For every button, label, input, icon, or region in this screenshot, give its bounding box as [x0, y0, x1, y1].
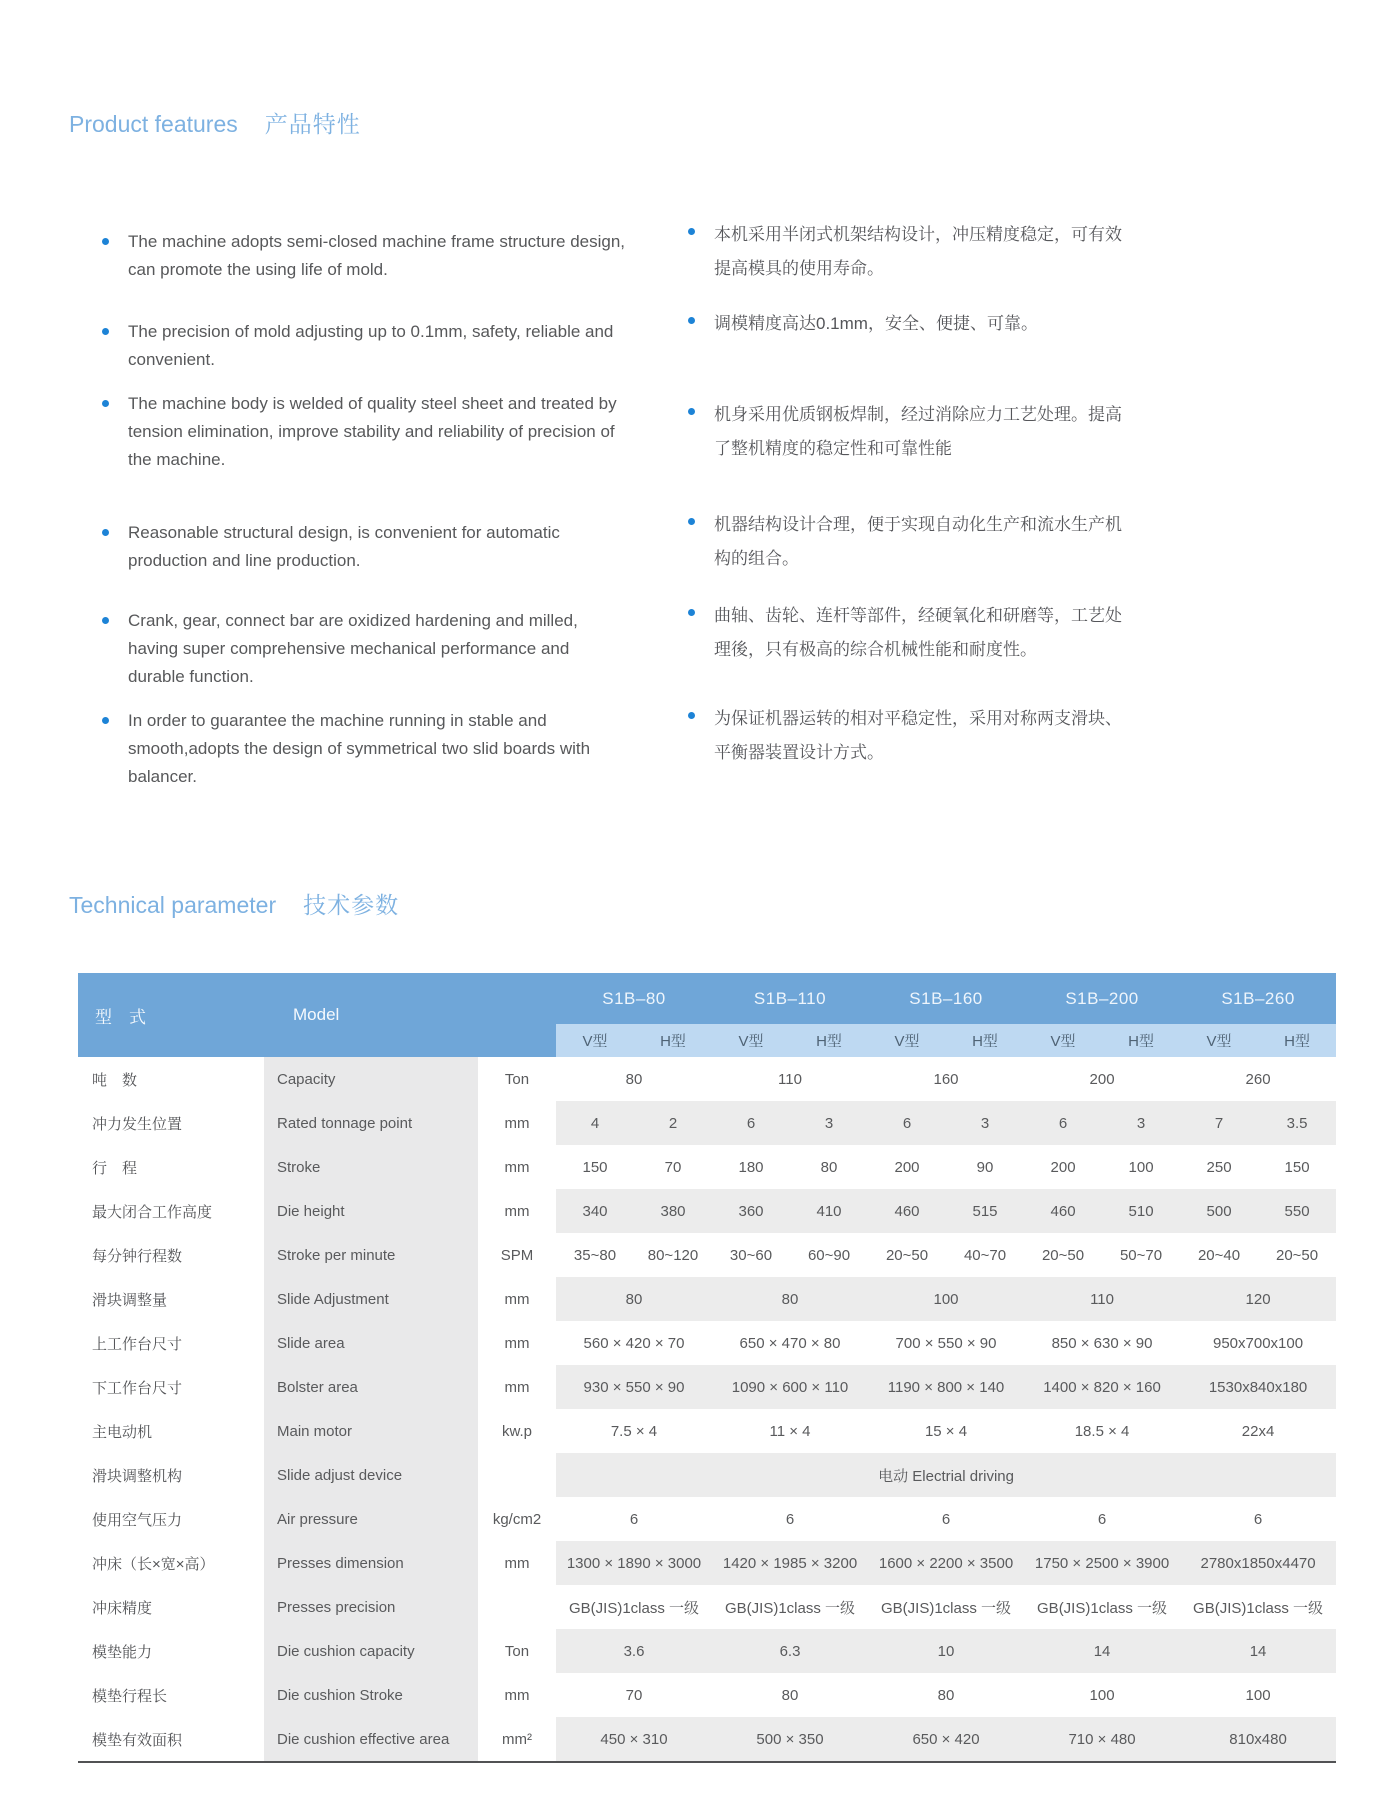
feature-item-en-1	[100, 228, 628, 284]
model-label-zh: 型 式	[95, 1007, 146, 1027]
value-cell: 500 × 350	[712, 1717, 868, 1762]
param-unit: mm	[478, 1189, 556, 1233]
value-cell: 200	[1024, 1145, 1102, 1189]
param-name-en: Die cushion capacity	[264, 1629, 478, 1673]
value-cell: GB(JIS)1class 一级	[1024, 1585, 1180, 1629]
param-name-zh: 冲床（长×宽×高）	[78, 1541, 264, 1585]
model-label-en: Model	[293, 1005, 340, 1024]
param-name-zh: 使用空气压力	[78, 1497, 264, 1541]
param-name-en: Slide Adjustment	[264, 1277, 478, 1321]
feature-item-zh-6	[686, 702, 1126, 770]
value-cell: 850 × 630 × 90	[1024, 1321, 1180, 1365]
tech-table	[78, 973, 1336, 1763]
param-name-zh: 行 程	[78, 1145, 264, 1189]
value-cell: 1420 × 1985 × 3200	[712, 1541, 868, 1585]
param-unit: mm²	[478, 1717, 556, 1762]
subcol-header-4-v: V型	[1024, 1024, 1102, 1057]
value-cell: 510	[1102, 1189, 1180, 1233]
param-unit: mm	[478, 1277, 556, 1321]
feature-item-zh-4	[686, 508, 1126, 576]
subcol-header-3-h: H型	[946, 1024, 1024, 1057]
param-name-en: Die cushion effective area	[264, 1717, 478, 1762]
value-cell: 35~80	[556, 1233, 634, 1277]
param-name-zh: 每分钟行程数	[78, 1233, 264, 1277]
value-cell: 180	[712, 1145, 790, 1189]
value-cell: 6	[868, 1101, 946, 1145]
model-axis-header	[78, 973, 556, 1057]
value-cell: 360	[712, 1189, 790, 1233]
bullet-icon	[688, 712, 695, 719]
value-cell: 1190 × 800 × 140	[868, 1365, 1024, 1409]
tech-title-zh: 技术参数	[303, 892, 400, 918]
feature-item-zh-1	[686, 218, 1126, 286]
table-row-stroke	[78, 1145, 1336, 1189]
value-cell: 50~70	[1102, 1233, 1180, 1277]
feature-text: The precision of mold adjusting up to 0.1mm, safety, reliable and convenient.	[128, 322, 614, 369]
value-cell: 650 × 470 × 80	[712, 1321, 868, 1365]
table-header-row	[78, 973, 1336, 1024]
feature-text: 为保证机器运转的相对平稳定性，采用对称两支滑块、平衡器装置设计方式。	[714, 709, 1122, 762]
param-unit: mm	[478, 1673, 556, 1717]
value-cell: 460	[1024, 1189, 1102, 1233]
param-name-zh: 吨 数	[78, 1057, 264, 1101]
param-name-zh: 下工作台尺寸	[78, 1365, 264, 1409]
features-section	[100, 218, 1126, 791]
value-cell: 90	[946, 1145, 1024, 1189]
value-cell: 110	[712, 1057, 868, 1101]
param-unit: Ton	[478, 1629, 556, 1673]
value-cell: GB(JIS)1class 一级	[556, 1585, 712, 1629]
value-cell: 100	[1024, 1673, 1180, 1717]
param-name-zh: 上工作台尺寸	[78, 1321, 264, 1365]
param-unit: mm	[478, 1365, 556, 1409]
value-cell: 120	[1180, 1277, 1336, 1321]
table-row-die-height	[78, 1189, 1336, 1233]
bullet-icon	[688, 518, 695, 525]
feature-text: The machine body is welded of quality steel sheet and treated by tension elimination, improve stability and reliability of precision of the machine.	[128, 394, 617, 469]
value-cell: 40~70	[946, 1233, 1024, 1277]
table-row-die-cushion-effective-area	[78, 1717, 1336, 1762]
value-cell: 2780x1850x4470	[1180, 1541, 1336, 1585]
param-name-zh: 冲床精度	[78, 1585, 264, 1629]
value-cell: 80	[556, 1277, 712, 1321]
param-name-en: Stroke	[264, 1145, 478, 1189]
value-cell: 2	[634, 1101, 712, 1145]
bullet-icon	[102, 328, 109, 335]
value-cell: 650 × 420	[868, 1717, 1024, 1762]
param-name-zh: 最大闭合工作高度	[78, 1189, 264, 1233]
value-cell: 6	[868, 1497, 1024, 1541]
subcol-header-1-v: V型	[556, 1024, 634, 1057]
param-name-en: Main motor	[264, 1409, 478, 1453]
value-cell: 70	[556, 1673, 712, 1717]
value-cell: GB(JIS)1class 一级	[712, 1585, 868, 1629]
model-header-4: S1B–200	[1024, 973, 1180, 1024]
param-unit	[478, 1453, 556, 1497]
value-cell: 515	[946, 1189, 1024, 1233]
features-section-title	[69, 106, 361, 139]
table-row-rated-tonnage-point	[78, 1101, 1336, 1145]
value-cell: 930 × 550 × 90	[556, 1365, 712, 1409]
param-unit	[478, 1585, 556, 1629]
value-cell: 410	[790, 1189, 868, 1233]
bullet-icon	[688, 228, 695, 235]
table-row-air-pressure	[78, 1497, 1336, 1541]
feature-text: Crank, gear, connect bar are oxidized hardening and milled, having super comprehensive mechanical performance and durable function.	[128, 611, 578, 686]
feature-text: 曲轴、齿轮、连杆等部件，经硬氧化和研磨等，工艺处理後，只有极高的综合机械性能和耐度性。	[714, 606, 1122, 659]
param-name-zh: 模垫能力	[78, 1629, 264, 1673]
value-cell: 700 × 550 × 90	[868, 1321, 1024, 1365]
value-cell: 1530x840x180	[1180, 1365, 1336, 1409]
value-cell: GB(JIS)1class 一级	[1180, 1585, 1336, 1629]
param-unit: SPM	[478, 1233, 556, 1277]
value-cell: 80	[712, 1277, 868, 1321]
bullet-icon	[688, 609, 695, 616]
table-row-slide-adjust-device	[78, 1453, 1336, 1497]
param-name-en: Rated tonnage point	[264, 1101, 478, 1145]
feature-item-en-4	[100, 519, 628, 575]
model-header-1: S1B–80	[556, 973, 712, 1024]
value-cell: 7	[1180, 1101, 1258, 1145]
value-cell: 电动 Electrial driving	[556, 1453, 1336, 1497]
param-name-en: Capacity	[264, 1057, 478, 1101]
table-row-die-cushion-stroke	[78, 1673, 1336, 1717]
feature-item-en-3	[100, 390, 628, 474]
feature-text: 机身采用优质钢板焊制，经过消除应力工艺处理。提高了整机精度的稳定性和可靠性能	[714, 405, 1122, 458]
value-cell: 200	[1024, 1057, 1180, 1101]
value-cell: 500	[1180, 1189, 1258, 1233]
value-cell: 260	[1180, 1057, 1336, 1101]
table-row-presses-dimension	[78, 1541, 1336, 1585]
param-name-en: Bolster area	[264, 1365, 478, 1409]
value-cell: 6	[712, 1497, 868, 1541]
features-list-chinese	[686, 218, 1126, 791]
features-title-zh: 产品特性	[264, 111, 361, 137]
table-row-presses-precision	[78, 1585, 1336, 1629]
value-cell: 100	[868, 1277, 1024, 1321]
value-cell: 340	[556, 1189, 634, 1233]
tech-title-en: Technical parameter	[69, 892, 277, 918]
value-cell: 110	[1024, 1277, 1180, 1321]
value-cell: 20~50	[1024, 1233, 1102, 1277]
value-cell: 14	[1180, 1629, 1336, 1673]
value-cell: 6	[712, 1101, 790, 1145]
feature-item-zh-2	[686, 307, 1126, 341]
value-cell: 380	[634, 1189, 712, 1233]
value-cell: 200	[868, 1145, 946, 1189]
table-row-bolster-area	[78, 1365, 1336, 1409]
value-cell: 14	[1024, 1629, 1180, 1673]
value-cell: 1600 × 2200 × 3500	[868, 1541, 1024, 1585]
param-unit: kg/cm2	[478, 1497, 556, 1541]
value-cell: 1750 × 2500 × 3900	[1024, 1541, 1180, 1585]
subcol-header-2-v: V型	[712, 1024, 790, 1057]
param-name-en: Presses dimension	[264, 1541, 478, 1585]
subcol-header-3-v: V型	[868, 1024, 946, 1057]
feature-item-zh-3	[686, 398, 1126, 466]
value-cell: 6	[1024, 1101, 1102, 1145]
value-cell: 18.5 × 4	[1024, 1409, 1180, 1453]
value-cell: 1400 × 820 × 160	[1024, 1365, 1180, 1409]
features-list-english	[100, 218, 628, 791]
param-name-zh: 主电动机	[78, 1409, 264, 1453]
param-unit: Ton	[478, 1057, 556, 1101]
param-name-zh: 模垫行程长	[78, 1673, 264, 1717]
bullet-icon	[102, 529, 109, 536]
value-cell: 80~120	[634, 1233, 712, 1277]
value-cell: 1300 × 1890 × 3000	[556, 1541, 712, 1585]
value-cell: 150	[556, 1145, 634, 1189]
value-cell: 60~90	[790, 1233, 868, 1277]
value-cell: 550	[1258, 1189, 1336, 1233]
model-header-2: S1B–110	[712, 973, 868, 1024]
tech-table-body	[78, 1057, 1336, 1762]
value-cell: 6	[556, 1497, 712, 1541]
table-row-stroke-per-minute	[78, 1233, 1336, 1277]
value-cell: 250	[1180, 1145, 1258, 1189]
subcol-header-5-h: H型	[1258, 1024, 1336, 1057]
param-unit: mm	[478, 1145, 556, 1189]
value-cell: 22x4	[1180, 1409, 1336, 1453]
param-name-en: Air pressure	[264, 1497, 478, 1541]
features-title-en: Product features	[69, 111, 238, 137]
value-cell: 15 × 4	[868, 1409, 1024, 1453]
bullet-icon	[102, 238, 109, 245]
param-name-zh: 模垫有效面积	[78, 1717, 264, 1762]
param-name-zh: 滑块调整量	[78, 1277, 264, 1321]
feature-item-en-2	[100, 318, 628, 374]
value-cell: 1090 × 600 × 110	[712, 1365, 868, 1409]
feature-text: 本机采用半闭式机架结构设计，冲压精度稳定，可有效提高模具的使用寿命。	[714, 225, 1122, 278]
feature-text: Reasonable structural design, is convenient for automatic production and line production.	[128, 523, 560, 570]
bullet-icon	[688, 317, 695, 324]
value-cell: 70	[634, 1145, 712, 1189]
value-cell: 10	[868, 1629, 1024, 1673]
value-cell: 20~40	[1180, 1233, 1258, 1277]
feature-text: 机器结构设计合理，便于实现自动化生产和流水生产机构的组合。	[714, 515, 1122, 568]
value-cell: 100	[1102, 1145, 1180, 1189]
value-cell: 3	[790, 1101, 868, 1145]
subcol-header-4-h: H型	[1102, 1024, 1180, 1057]
table-row-slide-area	[78, 1321, 1336, 1365]
table-row-main-motor	[78, 1409, 1336, 1453]
model-header-5: S1B–260	[1180, 973, 1336, 1024]
feature-text: The machine adopts semi-closed machine frame structure design, can promote the using life of mold.	[128, 232, 626, 279]
value-cell: 810x480	[1180, 1717, 1336, 1762]
feature-item-en-5	[100, 607, 628, 691]
param-name-en: Die height	[264, 1189, 478, 1233]
value-cell: 80	[556, 1057, 712, 1101]
value-cell: 160	[868, 1057, 1024, 1101]
value-cell: 80	[790, 1145, 868, 1189]
param-name-en: Stroke per minute	[264, 1233, 478, 1277]
bullet-icon	[102, 717, 109, 724]
param-name-en: Slide area	[264, 1321, 478, 1365]
table-row-capacity	[78, 1057, 1336, 1101]
value-cell: 11 × 4	[712, 1409, 868, 1453]
table-row-slide-adjustment	[78, 1277, 1336, 1321]
param-unit: mm	[478, 1541, 556, 1585]
value-cell: 7.5 × 4	[556, 1409, 712, 1453]
value-cell: 450 × 310	[556, 1717, 712, 1762]
model-header-3: S1B–160	[868, 973, 1024, 1024]
value-cell: 560 × 420 × 70	[556, 1321, 712, 1365]
subcol-header-1-h: H型	[634, 1024, 712, 1057]
value-cell: 3.6	[556, 1629, 712, 1673]
param-name-en: Presses precision	[264, 1585, 478, 1629]
value-cell: 3.5	[1258, 1101, 1336, 1145]
subcol-header-2-h: H型	[790, 1024, 868, 1057]
tech-section-title	[69, 887, 399, 920]
feature-text: 调模精度高达0.1mm，安全、便捷、可靠。	[714, 314, 1038, 333]
subcol-header-5-v: V型	[1180, 1024, 1258, 1057]
value-cell: 20~50	[1258, 1233, 1336, 1277]
value-cell: 6	[1180, 1497, 1336, 1541]
value-cell: 150	[1258, 1145, 1336, 1189]
bullet-icon	[688, 408, 695, 415]
param-name-zh: 滑块调整机构	[78, 1453, 264, 1497]
feature-item-en-6	[100, 707, 628, 791]
value-cell: 30~60	[712, 1233, 790, 1277]
value-cell: 20~50	[868, 1233, 946, 1277]
param-unit: mm	[478, 1321, 556, 1365]
value-cell: 100	[1180, 1673, 1336, 1717]
value-cell: 6.3	[712, 1629, 868, 1673]
bullet-icon	[102, 617, 109, 624]
param-unit: kw.p	[478, 1409, 556, 1453]
table-row-die-cushion-capacity	[78, 1629, 1336, 1673]
value-cell: 3	[946, 1101, 1024, 1145]
bullet-icon	[102, 400, 109, 407]
feature-item-zh-5	[686, 599, 1126, 667]
value-cell: 460	[868, 1189, 946, 1233]
value-cell: 6	[1024, 1497, 1180, 1541]
value-cell: 80	[712, 1673, 868, 1717]
param-unit: mm	[478, 1101, 556, 1145]
model-axis-labels	[79, 1003, 555, 1028]
value-cell: GB(JIS)1class 一级	[868, 1585, 1024, 1629]
value-cell: 950x700x100	[1180, 1321, 1336, 1365]
feature-text: In order to guarantee the machine running in stable and smooth,adopts the design of symmetrical two slid boards with balancer.	[128, 711, 591, 786]
value-cell: 710 × 480	[1024, 1717, 1180, 1762]
param-name-zh: 冲力发生位置	[78, 1101, 264, 1145]
value-cell: 4	[556, 1101, 634, 1145]
value-cell: 80	[868, 1673, 1024, 1717]
value-cell: 3	[1102, 1101, 1180, 1145]
param-name-en: Die cushion Stroke	[264, 1673, 478, 1717]
param-name-en: Slide adjust device	[264, 1453, 478, 1497]
tech-table-head	[78, 973, 1336, 1057]
